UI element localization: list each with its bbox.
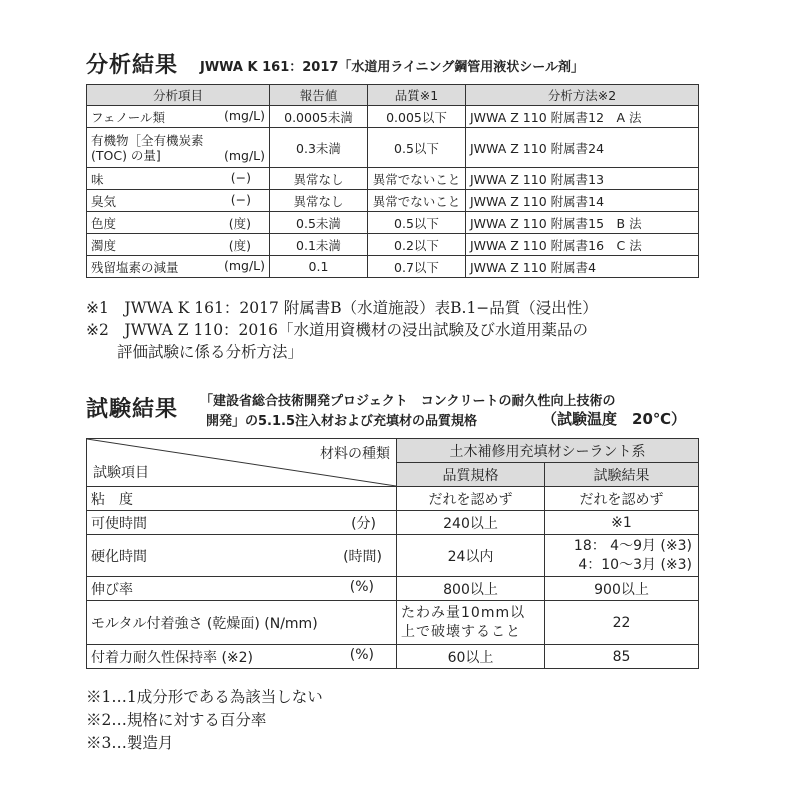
footnote: ※3…製造月 <box>86 734 174 752</box>
footnote: ※1…1成分形である為該当しない <box>86 688 323 706</box>
table-row <box>87 535 699 577</box>
spec-cell: 800以上 <box>397 577 545 601</box>
spec-cell: だれを認めず <box>397 487 545 511</box>
table-row <box>87 212 699 234</box>
item-label: 可使時間 <box>91 515 147 532</box>
item-label: 粘 度 <box>91 491 133 508</box>
unit-label: (mg/L) <box>223 147 265 163</box>
table-row <box>87 190 699 212</box>
value-cell: 異常なし <box>270 168 368 190</box>
section1-subtitle: JWWA K 161：2017「水道用ライニング鋼管用液状シール剤」 <box>200 60 585 75</box>
item-label: 色度 <box>91 215 117 231</box>
value-cell: 0.0005未満 <box>270 106 368 128</box>
table-row <box>87 128 699 168</box>
result-cell: 85 <box>545 645 699 669</box>
corner-cell <box>87 439 397 487</box>
item-label: 味 <box>91 171 104 187</box>
spec-cell: 60以上 <box>397 645 545 669</box>
header-spec: 品質規格 <box>397 463 545 487</box>
unit-label: (分) <box>351 515 376 532</box>
footnote: ※1 JWWA K 161：2017 附属書B（水道施設）表B.1−品質（浸出性） <box>86 299 598 317</box>
quality-cell: 異常でないこと <box>368 190 466 212</box>
result-cell-line1: 18： 4〜9月 (※3) <box>573 537 692 554</box>
quality-cell: 0.5以下 <box>368 212 466 234</box>
unit-label: (時間) <box>343 548 382 565</box>
quality-cell: 0.2以下 <box>368 234 466 256</box>
unit-label: (mg/L) <box>223 257 265 273</box>
unit-label: (−) <box>230 169 251 185</box>
table-row <box>87 106 699 128</box>
corner-bottom-label: 試験項目 <box>93 465 149 481</box>
unit-label: (−) <box>230 191 251 207</box>
item-label: 伸び率 <box>91 581 133 598</box>
table-row <box>87 645 699 669</box>
item-label: 臭気 <box>91 193 117 209</box>
item-label: フェノール類 <box>91 109 166 125</box>
analysis-table <box>86 84 699 278</box>
table-row <box>87 511 699 535</box>
value-cell: 異常なし <box>270 190 368 212</box>
test-temperature: （試験温度 20℃） <box>542 410 687 428</box>
item-label: 残留塩素の減量 <box>91 259 179 275</box>
table-row <box>87 487 699 511</box>
method-cell: JWWA Z 110 附属書14 <box>466 190 699 212</box>
spec-cell: 24以内 <box>397 535 545 577</box>
method-cell: JWWA Z 110 附属書13 <box>466 168 699 190</box>
item-label: 濁度 <box>91 237 117 253</box>
spec-cell: 240以上 <box>397 511 545 535</box>
footnote: ※2…規格に対する百分率 <box>86 711 267 729</box>
value-cell: 0.5未満 <box>270 212 368 234</box>
header-result: 試験結果 <box>545 463 699 487</box>
unit-label: (度) <box>228 237 251 253</box>
footnote: ※2 JWWA Z 110：2016「水道用資機材の浸出試験及び水道用薬品の <box>86 321 589 339</box>
quality-cell: 0.005以下 <box>368 106 466 128</box>
header-value: 報告値 <box>270 85 368 106</box>
header-quality: 品質※1 <box>368 85 466 106</box>
table-row <box>87 601 699 645</box>
result-cell: だれを認めず <box>545 487 699 511</box>
spec-cell-line1: たわみ量10mm以 <box>401 604 526 621</box>
table-row <box>87 168 699 190</box>
section2-subtitle-line2: 開発」の5.1.5注入材および充填材の品質規格 <box>206 414 478 429</box>
method-cell: JWWA Z 110 附属書12 A 法 <box>466 106 699 128</box>
method-cell: JWWA Z 110 附属書15 B 法 <box>466 212 699 234</box>
method-cell: JWWA Z 110 附属書4 <box>466 256 699 278</box>
unit-label: (度) <box>228 215 251 231</box>
table-row <box>87 256 699 278</box>
footnote: 評価試験に係る分析方法」 <box>86 343 304 361</box>
value-cell: 0.3未満 <box>270 128 368 168</box>
item-label: 有機物［全有機炭素 <box>91 132 204 148</box>
method-cell: JWWA Z 110 附属書16 C 法 <box>466 234 699 256</box>
section1-title: 分析結果 <box>86 53 179 78</box>
header-item: 分析項目 <box>87 85 270 106</box>
quality-cell: 0.7以下 <box>368 256 466 278</box>
quality-cell: 異常でないこと <box>368 168 466 190</box>
spec-cell-line2: 上で破壊すること <box>401 623 521 640</box>
item-label-line2: (TOC) の量] <box>91 147 161 163</box>
item-label: モルタル付着強さ (乾燥面) (N/mm) <box>91 615 318 632</box>
unit-label: (mg/L) <box>223 107 265 123</box>
material-header: 土木補修用充填材シーラント系 <box>397 439 699 463</box>
test-table <box>86 438 699 669</box>
unit-label: (%) <box>349 646 374 663</box>
method-cell: JWWA Z 110 附属書24 <box>466 128 699 168</box>
table-row <box>87 234 699 256</box>
result-cell: 900以上 <box>545 577 699 601</box>
result-cell-line2: 4：10〜3月 (※3) <box>578 556 692 573</box>
corner-top-label: 材料の種類 <box>320 446 390 462</box>
item-label: 硬化時間 <box>91 548 147 565</box>
value-cell: 0.1 <box>270 256 368 278</box>
result-cell: 22 <box>545 601 699 645</box>
unit-label: (%) <box>349 578 374 595</box>
table-header-row <box>87 85 699 106</box>
item-label: 付着力耐久性保持率 (※2) <box>91 649 254 666</box>
value-cell: 0.1未満 <box>270 234 368 256</box>
result-cell: ※1 <box>545 511 699 535</box>
quality-cell: 0.5以下 <box>368 128 466 168</box>
section2-subtitle: 「建設省総合技術開発プロジェクト コンクリートの耐久性向上技術の <box>200 394 616 409</box>
header-method: 分析方法※2 <box>466 85 699 106</box>
table-row <box>87 577 699 601</box>
section2-title: 試験結果 <box>86 397 179 422</box>
table-header-row <box>87 439 699 463</box>
